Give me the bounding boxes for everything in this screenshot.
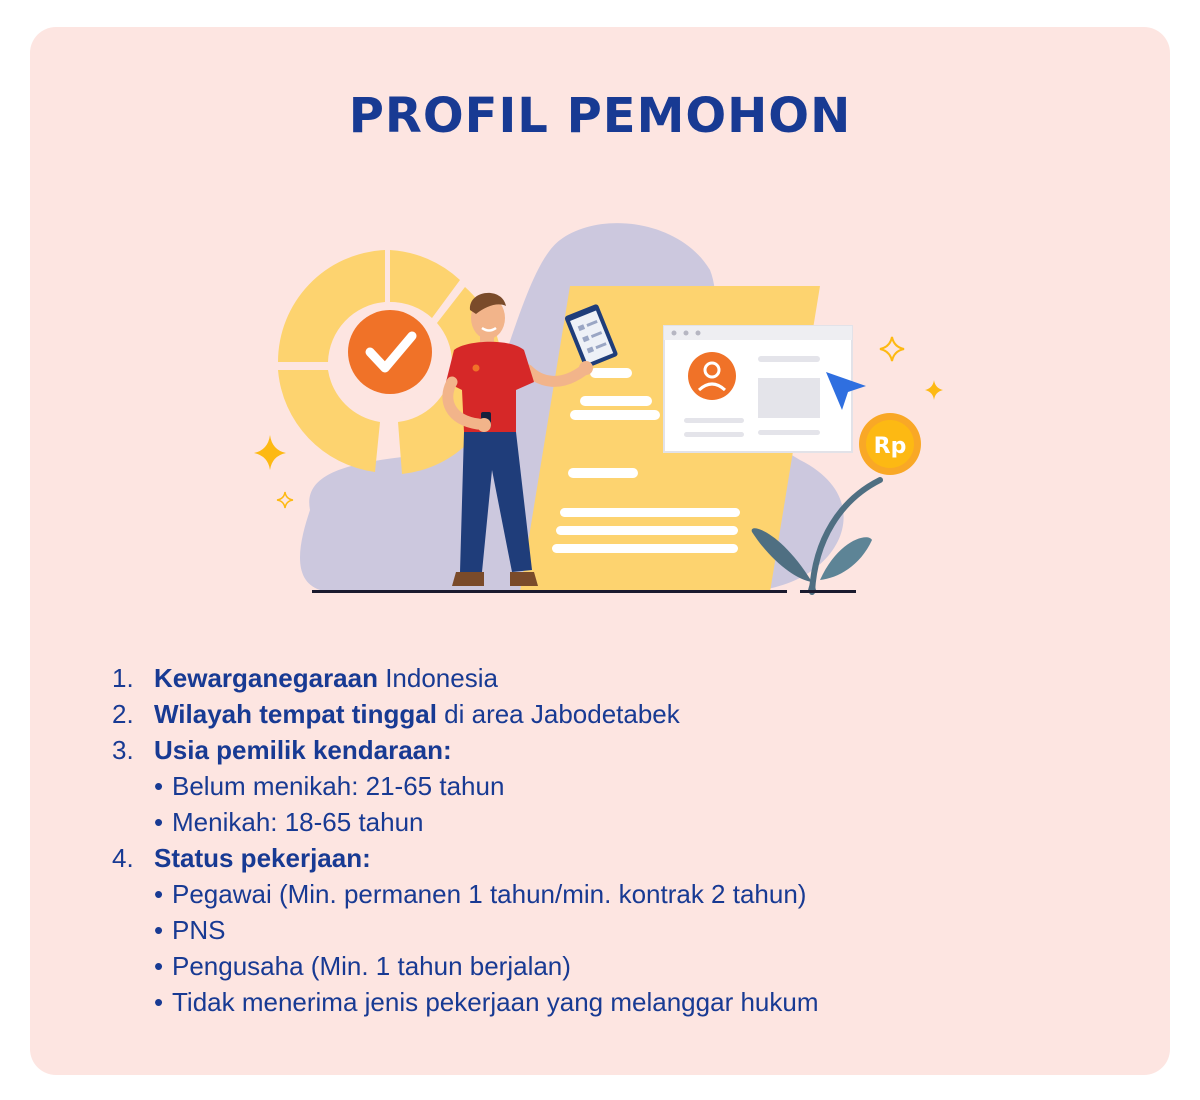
age-sub-list <box>154 768 818 840</box>
list-number: 1. <box>112 663 134 693</box>
requirement-heading: Kewarganegaraan <box>154 663 378 693</box>
sub-item-text: Belum menikah: 21-65 tahun <box>172 771 505 801</box>
list-number: 2. <box>112 699 134 729</box>
sub-item-text: Pegawai (Min. permanen 1 tahun/min. kontrak 2 tahun) <box>172 879 807 909</box>
list-item <box>154 804 818 840</box>
requirement-employment <box>112 840 818 1020</box>
requirement-heading: Status pekerjaan: <box>154 843 371 873</box>
sparkle-icon <box>277 492 293 508</box>
requirement-text: di area Jabodetabek <box>436 699 680 729</box>
list-number: 3. <box>112 735 134 765</box>
profile-window-icon <box>664 326 852 452</box>
sub-item-text: Menikah: 18-65 tahun <box>172 807 424 837</box>
list-item <box>154 768 818 804</box>
page-title: PROFIL PEMOHON <box>348 88 852 144</box>
requirement-text: Indonesia <box>377 663 498 693</box>
bullet: • <box>154 915 164 945</box>
illustration <box>240 210 960 610</box>
list-item <box>154 984 818 1020</box>
requirement-heading: Usia pemilik kendaraan: <box>154 735 452 765</box>
list-item <box>154 912 818 948</box>
requirement-heading: Wilayah tempat tinggal <box>154 699 437 729</box>
sub-item-text: Pengusaha (Min. 1 tahun berjalan) <box>172 951 571 981</box>
bullet: • <box>154 951 164 981</box>
requirement-residence <box>112 696 818 732</box>
sparkle-icon <box>925 380 943 400</box>
bullet: • <box>154 879 164 909</box>
employment-sub-list <box>154 876 818 1020</box>
bullet: • <box>154 987 164 1017</box>
requirement-age <box>112 732 818 840</box>
rupiah-coin-icon <box>859 413 921 475</box>
list-item <box>154 948 818 984</box>
list-number: 4. <box>112 843 134 873</box>
sub-item-text: PNS <box>172 915 226 945</box>
sub-item-text: Tidak menerima jenis pekerjaan yang melanggar hukum <box>172 987 819 1017</box>
requirement-citizenship <box>112 660 818 696</box>
sparkle-icon <box>880 337 904 361</box>
list-item <box>154 876 818 912</box>
requirements-list <box>112 660 818 1020</box>
bullet: • <box>154 807 164 837</box>
coin-label: Rp <box>873 434 907 459</box>
sparkle-icon <box>254 435 286 470</box>
bullet: • <box>154 771 164 801</box>
